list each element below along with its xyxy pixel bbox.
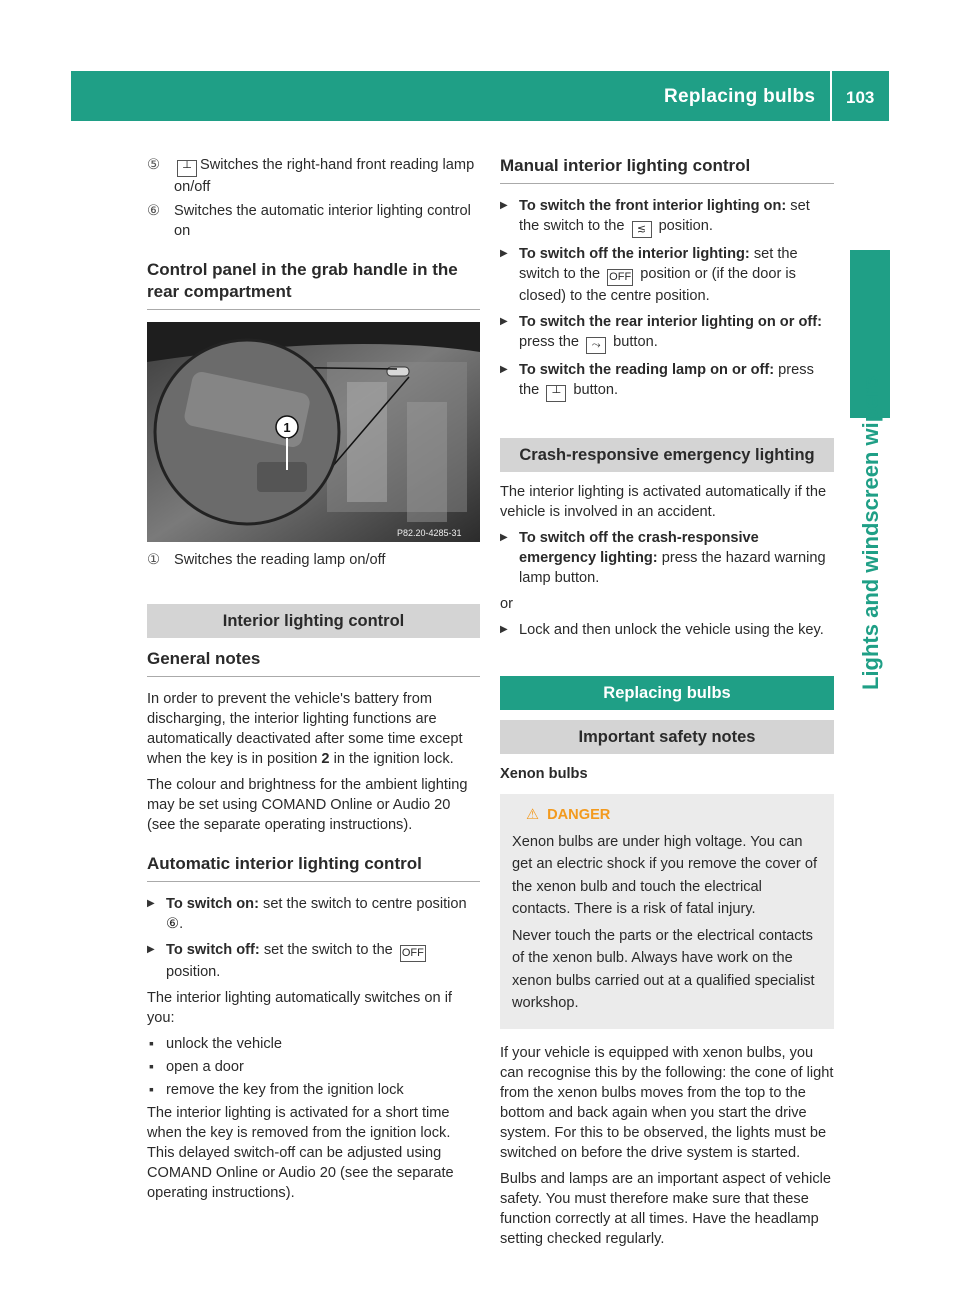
- section-heading: Control panel in the grab handle in the rear compartment: [147, 259, 480, 310]
- section-heading: General notes: [147, 648, 480, 677]
- photo-code: P82.20-4285-31: [397, 528, 462, 538]
- reading-lamp-icon: ┴: [177, 160, 197, 177]
- instruction-step: ▶ To switch off the crash-responsive emergency lighting: press the hazard warning lamp button.: [500, 528, 834, 588]
- off-switch-icon: OFF: [607, 269, 633, 286]
- section-heading: Manual interior lighting control: [500, 155, 834, 184]
- subheading: Xenon bulbs: [500, 766, 588, 782]
- danger-box: ⚠ DANGER Xenon bulbs are under high voltage. You can get an electric shock if you remove the cover of the xenon bulb and touch the electrical contacts. There is a risk of fatal injury. Never touch the parts or the electrical contacts of the xenon bulb. Always have work on the xenon bulbs carried out at a qualified specialist workshop.: [500, 794, 834, 1029]
- list-item: ▪ unlock the vehicle: [147, 1034, 480, 1054]
- header-divider: [830, 71, 832, 121]
- callout-number: 1: [283, 420, 291, 435]
- warning-triangle-icon: ⚠: [526, 807, 540, 823]
- grab-handle-photo: [147, 322, 480, 542]
- instruction-step: ▶ To switch the reading lamp on or off: press the ┴ button.: [500, 360, 834, 402]
- front-lighting-icon: ≲: [632, 221, 652, 238]
- instruction-step: ▶ To switch the front interior lighting on: set the switch to the ≲ position.: [500, 196, 834, 238]
- left-column: [147, 155, 480, 1209]
- paragraph: Bulbs and lamps are an important aspect of vehicle safety. You must therefore make sure that these function correctly at all times. Have the headlamp setting checked regularly.: [500, 1170, 831, 1247]
- paragraph: The interior lighting automatically switches on if you:: [147, 990, 452, 1026]
- paragraph: The interior lighting is activated automatically if the vehicle is involved in an accident.: [500, 484, 827, 520]
- instruction-step: ▶ Lock and then unlock the vehicle using the key.: [500, 620, 834, 640]
- right-column: [500, 155, 834, 1255]
- off-switch-icon: OFF: [400, 945, 426, 962]
- legend-item: ⑥ Switches the automatic interior lighting control on: [147, 203, 471, 239]
- section-heading: Automatic interior lighting control: [147, 853, 480, 882]
- paragraph: The colour and brightness for the ambient lighting may be set using COMAND Online or Audio 20 (see the separate operating instructions).: [147, 777, 468, 833]
- instruction-step: ▶ To switch the rear interior lighting on or off: press the ⤳ button.: [500, 312, 834, 354]
- page-number: 103: [846, 88, 875, 107]
- section-heading: Interior lighting control: [147, 604, 480, 638]
- paragraph: In order to prevent the vehicle's battery from discharging, the interior lighting functions are automatically deactivated after some time except when the key is in position 2 in the ignition lock.: [147, 691, 463, 767]
- instruction-step: ▶ To switch off the interior lighting: set the switch to the OFF position or (if the door is closed) to the centre position.: [500, 244, 834, 306]
- list-item: ▪ remove the key from the ignition lock: [147, 1080, 480, 1100]
- paragraph: The interior lighting is activated for a short time when the key is removed from the ignition lock. This delayed switch-off can be adjusted using COMAND Online or Audio 20 (see the separate operating instructions).: [147, 1105, 454, 1201]
- paragraph: If your vehicle is equipped with xenon bulbs, you can recognise this by the following: the cone of light from the xenon bulbs moves from the top to the bottom and back again when you start the drive system. For this to be observed, the lights must be switched on before the drive system is started.: [500, 1044, 834, 1161]
- reading-lamp-icon: ┴: [546, 385, 566, 402]
- list-item: ▪ open a door: [147, 1057, 480, 1077]
- legend-item: ⑤ ┴ Switches the right-hand front reading lamp on/off: [147, 157, 475, 195]
- section-heading: Crash-responsive emergency lighting: [500, 438, 834, 472]
- section-heading: Important safety notes: [500, 720, 834, 754]
- page-title: Replacing bulbs: [664, 86, 816, 107]
- figure-legend: ① Switches the reading lamp on/off: [147, 552, 386, 568]
- instruction-step: ▶ To switch off: set the switch to the OFF position.: [147, 940, 480, 982]
- section-heading: Replacing bulbs: [500, 676, 834, 710]
- instruction-step: ▶ To switch on: set the switch to centre position ⑥.: [147, 894, 480, 934]
- paragraph: or: [500, 596, 513, 612]
- rear-lighting-icon: ⤳: [586, 337, 606, 354]
